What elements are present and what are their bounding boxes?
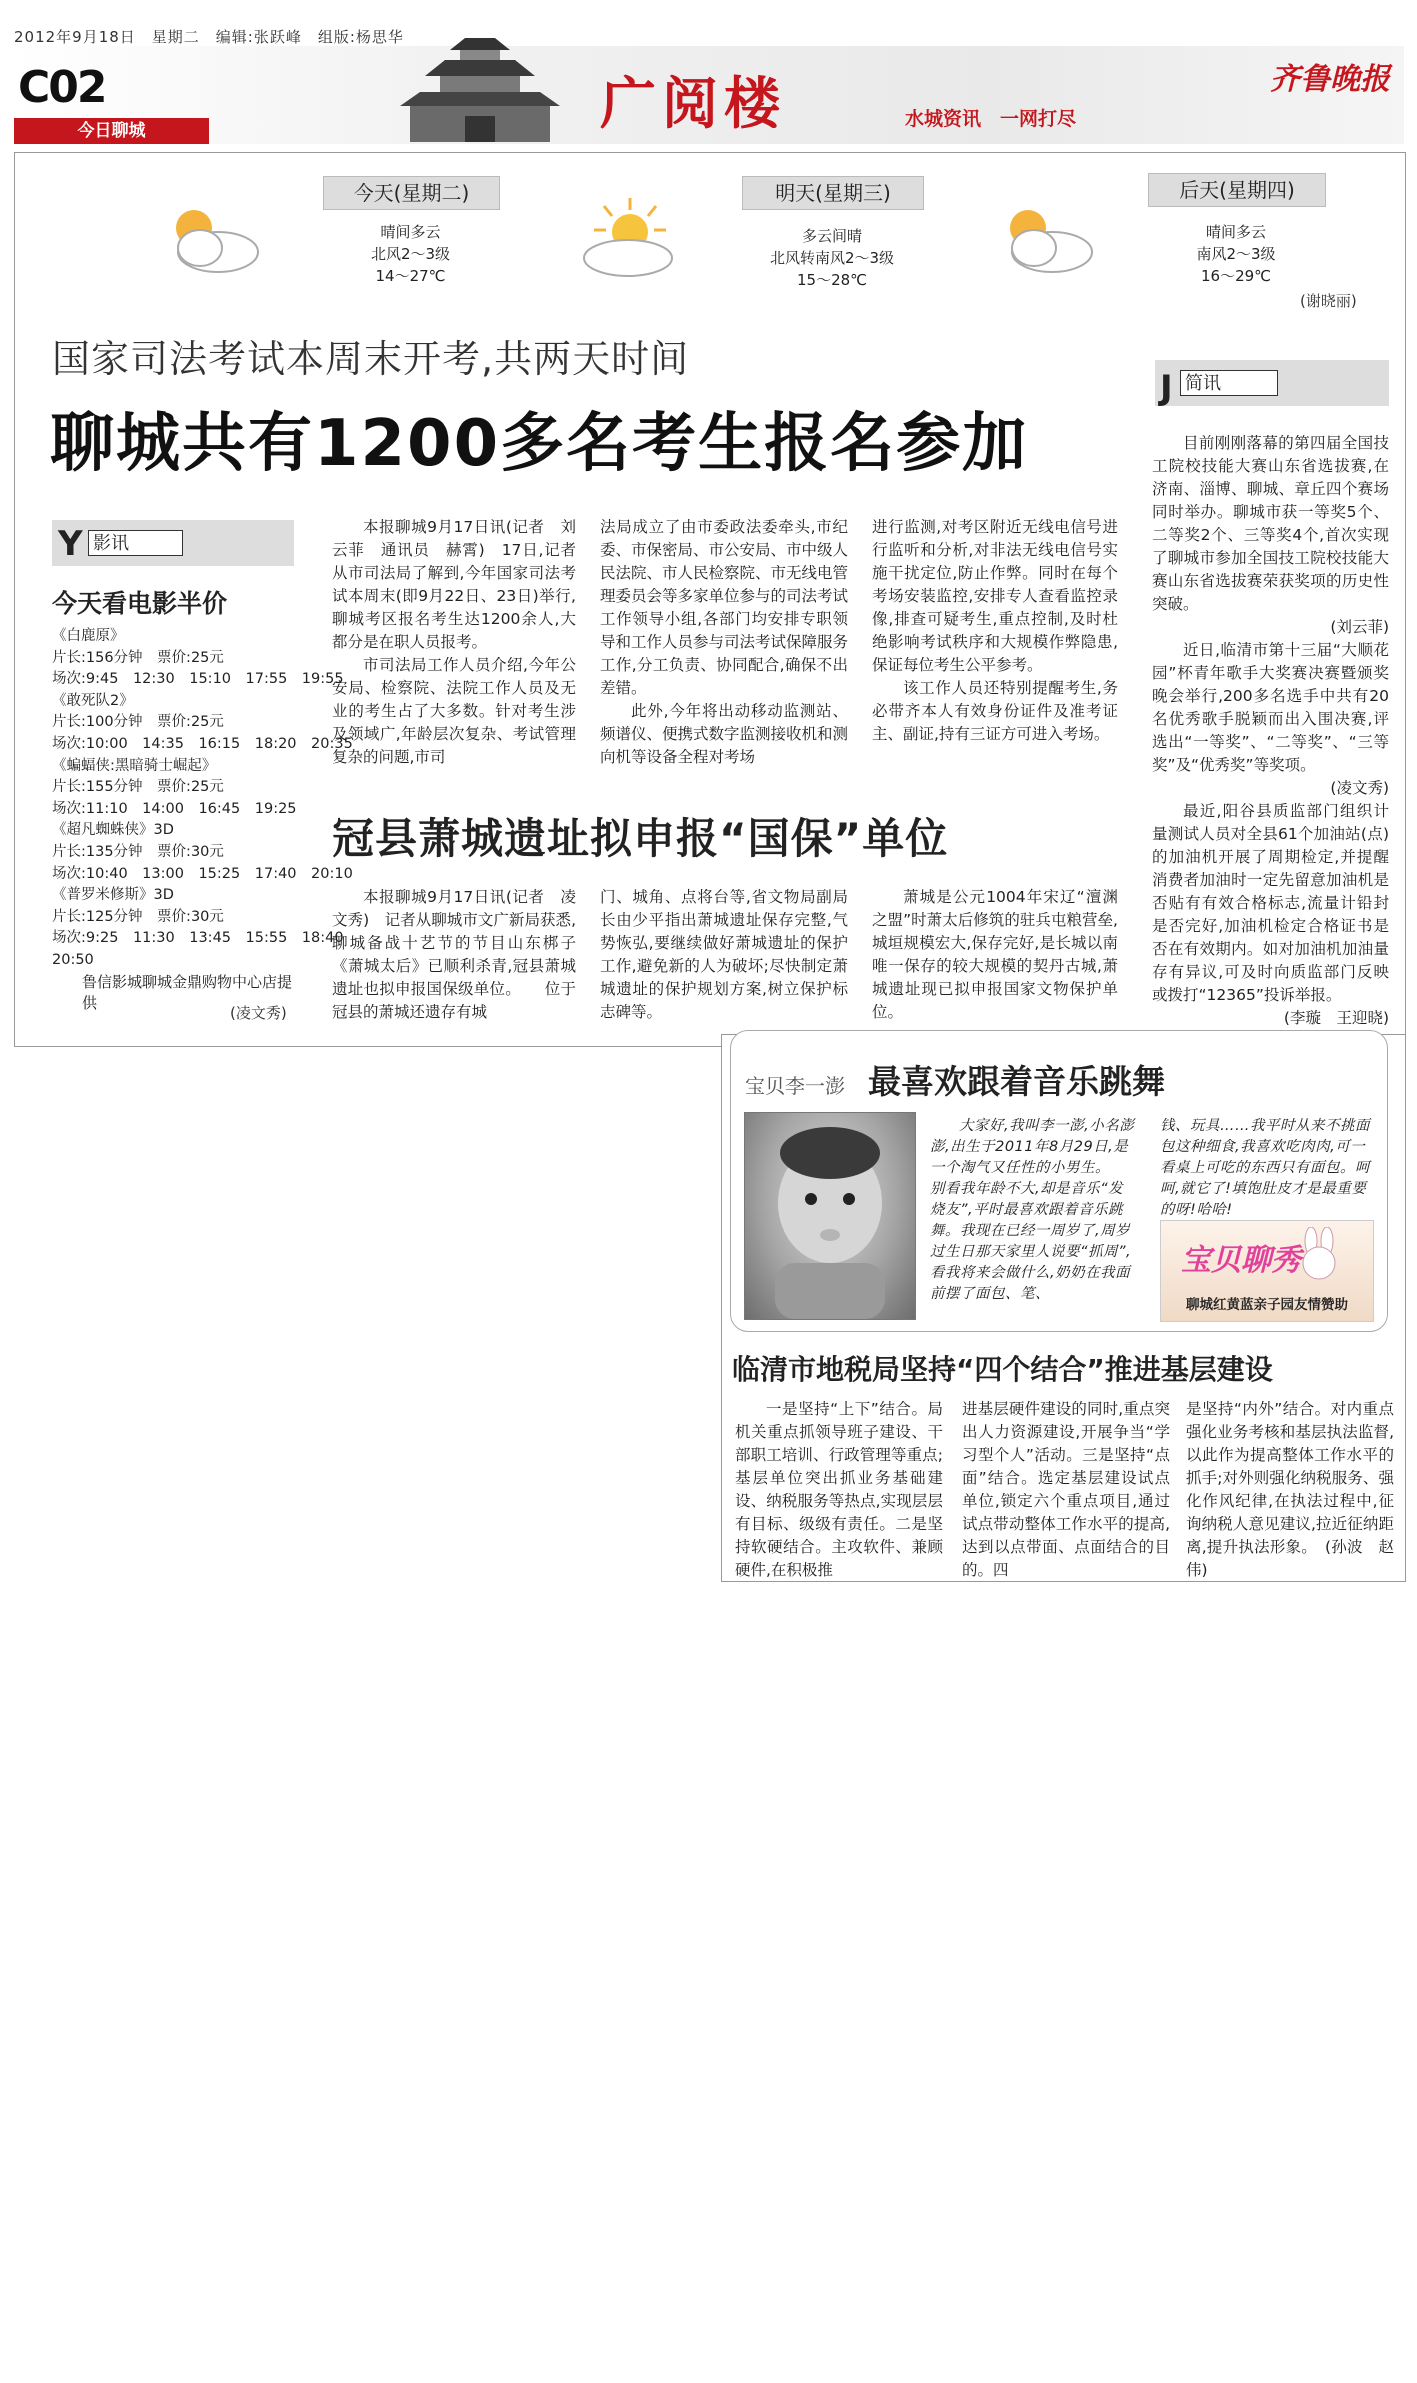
weather-condition: 多云间晴 [801, 227, 862, 245]
cloudy-sun-icon [982, 198, 1102, 278]
weather-condition: 晴间多云 [1205, 223, 1266, 241]
brief-text: 最近,阳谷县质监部门组织计量测试人员对全县61个加油站(点)的加油机开展了周期检定,并提醒消费者加油时一定先留意加油机是否贴有有效合格标志,流量计铅封是否完好,加油机检定合格证书是否在有效期内。如对加油机加油量存有异议,可及时向质监部门反映或拨打“12365”投诉举报。 [1152, 802, 1389, 1004]
guan-column-1: 本报聊城9月17日讯(记者 凌文秀) 记者从聊城市文广新局获悉,聊城备战十艺节的节目山东梆子《萧城太后》已顺利杀青,冠县萧城遗址也拟申报国保级单位。 位于冠县的萧城还遗存有城 [332, 888, 576, 1021]
paragraph: 该工作人员还特别提醒考生,务必带齐本人有效身份证件及准考证主、副证,持有三证方可进入考场。 [872, 679, 1118, 743]
weather-condition: 晴间多云 [380, 223, 441, 241]
movies-tag-letter: Y [58, 524, 83, 564]
movie-line: 片长:125分钟 票价:30元 [52, 908, 224, 925]
drum-tower-icon [380, 34, 580, 142]
movie-line: 场次:10:40 13:00 15:25 17:40 20:10 [52, 865, 353, 882]
sunny-cloud-icon [570, 196, 690, 280]
paragraph: 法局成立了由市委政法委牵头,市纪委、市保密局、市公安局、市中级人民法院、市人民检察院、市无线电管理委员会等多家单位参与的司法考试工作领导小组,各部门均安排专职领导和工作人员参与司法考试保障服务工作,分工负责、协同配合,确保不出差错。 [600, 518, 849, 697]
brief-credit: (李璇 王迎晓) [1283, 1009, 1389, 1027]
paragraph: 市司法局工作人员介绍,今年公安局、检察院、法院工作人员及无业的考生占了大多数。针对考生涉及领域广,年龄层次复杂、考试管理复杂的问题,市司 [332, 656, 576, 766]
brief-item [1152, 432, 1389, 1030]
movies-tag-word: 影讯 [88, 530, 183, 556]
brief-text: 目前刚刚落幕的第四届全国技工院校技能大赛山东省选拔赛,在济南、淄博、聊城、章丘四个赛场同时举办。聊城市获一等奖5个、二等奖2个、三等奖4个,首次实现了聊城市参加全国技工院校技能大赛山东省选拔赛荣获奖项的历史性突破。 [1152, 434, 1389, 613]
weather-day-label: 后天(星期四) [1148, 173, 1326, 207]
baby-title: 最喜欢跟着音乐跳舞 [868, 1062, 1165, 1101]
briefs-tag-letter: J [1160, 368, 1173, 408]
newspaper-brand: 齐鲁晚报 [1270, 62, 1390, 97]
movie-line: 场次:9:25 11:30 13:45 15:55 18:40 [52, 930, 344, 947]
brief-credit: (凌文秀) [1330, 779, 1389, 797]
section-title: 广阅楼 [600, 71, 786, 137]
paragraph: 本报聊城9月17日讯(记者 刘云菲 通讯员 赫霄) 17日,记者从市司法局了解到,今年国家司法考试本周末(即9月22日、23日)举行,聊城考区报名考生达1200余人,大都分是在职人员报考。 [332, 518, 576, 651]
weather-wind: 北风转南风2～3级 [769, 249, 895, 267]
lead-column-3 [872, 516, 1118, 746]
dateline: 2012年9月18日 星期二 编辑:张跃峰 组版:杨思华 [14, 28, 404, 46]
weather-day-label: 明天(星期三) [742, 176, 924, 210]
weather-wind: 南风2～3级 [1196, 245, 1276, 263]
lead-headline: 聊城共有1200多名考生报名参加 [50, 407, 1029, 481]
movie-line: 片长:155分钟 票价:25元 [52, 779, 224, 796]
movie-line: 片长:156分钟 票价:25元 [52, 649, 224, 666]
tax-column-2: 进基层硬件建设的同时,重点突出人力资源建设,开展争当“学习型个人”活动。三是坚持“点面”结合。选定基层建设试点单位,锁定六个重点项目,通过试点带动整体工作水平的提高,达到以点带面、点面结合的目的。四 [962, 1400, 1170, 1579]
weather-day-label: 今天(星期二) [323, 176, 500, 210]
baby-text-left: 大家好,我叫李一澎,小名澎澎,出生于2011年8月29日,是一个淘气又任性的小男生。 别看我年龄不大,却是音乐“发烧友”,平时最喜欢跟着音乐跳舞。我现在已经一周岁了,周岁过生日那天家里人说要“抓周”,看我将来会做什么,奶奶在我面前摆了面包、笔、 [930, 1118, 1135, 1302]
section-tagline: 水城资讯 一网打尽 [905, 108, 1077, 130]
cloudy-sun-icon [148, 198, 268, 278]
lead-column-1 [332, 516, 576, 769]
tax-headline: 临清市地税局坚持“四个结合”推进基层建设 [732, 1353, 1273, 1386]
weather-temp: 15～28℃ [796, 271, 868, 289]
baby-photo [744, 1112, 916, 1320]
movie-line: 《白鹿原》 [52, 628, 125, 644]
guan-column-2: 门、城角、点将台等,省文物局副局长由少平指出萧城遗址保存完整,气势恢弘,要继续做好萧城遗址的保护工作,避免新的人为破坏;尽快制定萧城遗址的保护规划方案,树立保护标志碑等。 [600, 888, 848, 1021]
tax-column-1: 一是坚持“上下”结合。局机关重点抓领导班子建设、干部职工培训、行政管理等重点;基层单位突出抓业务基础建设、纳税服务等热点,实现层层有目标、级级有责任。二是坚持软硬结合。主攻软件、兼顾硬件,在积极推 [735, 1400, 943, 1579]
movie-line: 《超凡蜘蛛侠》3D [52, 822, 174, 839]
weather-wind: 北风2～3级 [370, 245, 451, 263]
guan-headline: 冠县萧城遗址拟申报“国保”单位 [332, 814, 949, 863]
paragraph: 进行监测,对考区附近无线电信号进行监听和分析,对非法无线电信号实施干扰定位,防止作弊。同时在每个考场安装监控,安排专人查看监控录像,排查可疑考生,重点控制,及时杜绝影响考试秩序和大规模作弊隐患,保证每位考生公平参考。 [872, 518, 1118, 674]
movie-line: 片长:135分钟 票价:30元 [52, 843, 224, 860]
guan-column-3: 萧城是公元1004年宋辽“澶渊之盟”时萧太后修筑的驻兵屯粮营垒,城垣规模宏大,保存完好,是长城以南唯一保存的较大规模的契丹古城,萧城遗址现已拟申报国家文物保护单位。 [872, 888, 1118, 1021]
movie-list [52, 626, 353, 1015]
movie-line: 《蝙蝠侠:黑暗骑士崛起》 [52, 757, 217, 774]
movie-line: 20:50 [52, 951, 94, 968]
movies-title: 今天看电影半价 [52, 589, 228, 618]
movie-line: 片长:100分钟 票价:25元 [52, 714, 224, 731]
lead-column-2 [600, 516, 848, 769]
weather-temp: 14～27℃ [375, 267, 446, 285]
section-label: 今日聊城 [14, 118, 209, 144]
briefs-tag-word: 简讯 [1180, 370, 1278, 396]
movie-line: 《敢死队2》 [52, 692, 134, 709]
lead-subhead: 国家司法考试本周末开考,共两天时间 [52, 337, 690, 381]
baby-text-right: 钱、玩具……我平时从来不挑面包这种细食,我喜欢吃肉肉,可一看桌上可吃的东西只有面包。呵呵,就它了!填饱肚皮才是最重要的呀!哈哈! [1160, 1118, 1370, 1218]
movie-line: 场次:11:10 14:00 16:45 19:25 [52, 800, 297, 817]
weather-temp: 16～29℃ [1200, 267, 1272, 285]
baby-portrait-icon [745, 1113, 915, 1319]
brief-credit: (刘云菲) [1330, 618, 1389, 636]
movie-line: 场次:10:00 14:35 16:15 18:20 20:35 [52, 735, 353, 752]
paragraph: 此外,今年将出动移动监测站、频谱仪、便携式数字监测接收机和测向机等设备全程对考场 [600, 702, 849, 766]
brief-text: 近日,临清市第十三届“大顺花园”杯青年歌手大奖赛决赛暨颁奖晚会举行,200多名选手中共有20名优秀歌手脱颖而出入围决赛,评选出“一等奖”、“二等奖”、“三等奖”及“优秀奖”等奖项。 [1152, 641, 1389, 774]
movie-line: 《普罗米修斯》3D [52, 887, 174, 904]
bunny-icon [1289, 1227, 1349, 1283]
movie-source: 鲁信影城聊城金鼎购物中心店提供 [82, 972, 293, 1013]
baby-logo-text: 宝贝聊秀 [1181, 1243, 1301, 1278]
page-number: C02 [18, 62, 106, 113]
baby-sponsor: 聊城红黄蓝亲子园友情赞助 [1186, 1297, 1348, 1313]
tax-column-3: 是坚持“内外”结合。对内重点强化业务考核和基层执法监督,以此作为提高整体工作水平的抓手;对外则强化纳税服务、强化作风纪律,在执法过程中,征询纳税人意见建议,拉近征纳距离,提升执法形象。 (孙波 赵伟) [1186, 1400, 1394, 1579]
baby-logo [1160, 1220, 1374, 1322]
movies-credit: (凌文秀) [230, 1004, 287, 1022]
baby-kicker: 宝贝李一澎 [745, 1074, 845, 1098]
movie-line: 场次:9:45 12:30 15:10 17:55 19:55 [52, 671, 344, 688]
weather-credit: (谢晓丽) [1300, 292, 1357, 310]
